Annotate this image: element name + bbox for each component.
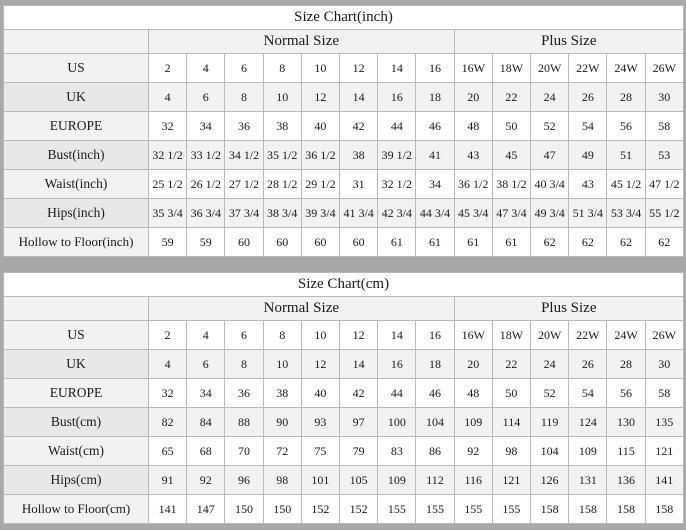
table-cell: 36 bbox=[225, 112, 263, 141]
table-cell: 14 bbox=[340, 83, 378, 112]
table-cell: 109 bbox=[569, 437, 607, 466]
table-cell: 50 bbox=[492, 112, 530, 141]
table-cell: 20W bbox=[531, 54, 569, 83]
table-cell: 18 bbox=[416, 83, 454, 112]
table-cell: 42 3/4 bbox=[378, 199, 416, 228]
table-cell: 6 bbox=[225, 321, 263, 350]
table-cell: 100 bbox=[378, 408, 416, 437]
table-corner-cell bbox=[4, 297, 149, 321]
table-cell: 8 bbox=[263, 321, 301, 350]
table-cell: 124 bbox=[569, 408, 607, 437]
table-cell: 60 bbox=[225, 228, 263, 257]
table-cell: 26 bbox=[569, 83, 607, 112]
table-cell: 28 1/2 bbox=[263, 170, 301, 199]
group-header: Plus Size bbox=[454, 30, 683, 54]
table-cell: 30 bbox=[645, 83, 683, 112]
table-cell: 36 1/2 bbox=[454, 170, 492, 199]
table-cell: 50 bbox=[492, 379, 530, 408]
table-cell: 38 bbox=[263, 112, 301, 141]
table-cell: 24W bbox=[607, 54, 645, 83]
table-cell: 112 bbox=[416, 466, 454, 495]
row-label: UK bbox=[4, 350, 149, 379]
table-cell: 30 bbox=[645, 350, 683, 379]
table-cell: 38 bbox=[263, 379, 301, 408]
table-cell: 43 bbox=[454, 141, 492, 170]
table-cell: 28 bbox=[607, 83, 645, 112]
table-cell: 84 bbox=[187, 408, 225, 437]
table-cell: 18W bbox=[492, 321, 530, 350]
table-cell: 14 bbox=[340, 350, 378, 379]
table-cell: 51 3/4 bbox=[569, 199, 607, 228]
table-cell: 53 bbox=[645, 141, 683, 170]
table-cell: 105 bbox=[340, 466, 378, 495]
table-cell: 32 bbox=[149, 379, 187, 408]
table-cell: 70 bbox=[225, 437, 263, 466]
table-cell: 44 bbox=[378, 112, 416, 141]
table-cell: 47 bbox=[531, 141, 569, 170]
table-cell: 40 bbox=[301, 112, 339, 141]
size-chart-table bbox=[3, 5, 684, 257]
table-cell: 126 bbox=[531, 466, 569, 495]
table-cell: 35 1/2 bbox=[263, 141, 301, 170]
table-cell: 79 bbox=[340, 437, 378, 466]
table-cell: 121 bbox=[492, 466, 530, 495]
table-cell: 45 3/4 bbox=[454, 199, 492, 228]
table-cell: 12 bbox=[340, 321, 378, 350]
table-cell: 141 bbox=[645, 466, 683, 495]
table-cell: 97 bbox=[340, 408, 378, 437]
table-cell: 22 bbox=[492, 83, 530, 112]
table-row bbox=[4, 350, 684, 379]
table-cell: 29 1/2 bbox=[301, 170, 339, 199]
table-row bbox=[4, 495, 684, 524]
table-cell: 92 bbox=[187, 466, 225, 495]
table-cell: 98 bbox=[263, 466, 301, 495]
table-cell: 26W bbox=[645, 54, 683, 83]
table-cell: 20 bbox=[454, 350, 492, 379]
table-cell: 54 bbox=[569, 112, 607, 141]
chart-title: Size Chart(inch) bbox=[4, 6, 684, 30]
table-cell: 62 bbox=[645, 228, 683, 257]
table-cell: 51 bbox=[607, 141, 645, 170]
table-cell: 45 bbox=[492, 141, 530, 170]
table-cell: 109 bbox=[454, 408, 492, 437]
table-cell: 16 bbox=[416, 54, 454, 83]
table-cell: 136 bbox=[607, 466, 645, 495]
table-cell: 16W bbox=[454, 321, 492, 350]
table-cell: 18 bbox=[416, 350, 454, 379]
table-row bbox=[4, 141, 684, 170]
table-cell: 104 bbox=[416, 408, 454, 437]
table-cell: 16 bbox=[378, 83, 416, 112]
table-cell: 88 bbox=[225, 408, 263, 437]
table-cell: 34 bbox=[187, 112, 225, 141]
table-cell: 6 bbox=[187, 350, 225, 379]
table-cell: 60 bbox=[263, 228, 301, 257]
table-cell: 41 3/4 bbox=[340, 199, 378, 228]
table-cell: 61 bbox=[492, 228, 530, 257]
table-cell: 83 bbox=[378, 437, 416, 466]
row-label: Bust(inch) bbox=[4, 141, 149, 170]
table-cell: 24 bbox=[531, 350, 569, 379]
table-cell: 10 bbox=[301, 321, 339, 350]
table-cell: 37 3/4 bbox=[225, 199, 263, 228]
table-row bbox=[4, 408, 684, 437]
table-cell: 6 bbox=[225, 54, 263, 83]
table-cell: 20 bbox=[454, 83, 492, 112]
table-cell: 32 1/2 bbox=[149, 141, 187, 170]
table-cell: 12 bbox=[301, 350, 339, 379]
table-cell: 60 bbox=[340, 228, 378, 257]
row-label: Bust(cm) bbox=[4, 408, 149, 437]
table-row bbox=[4, 437, 684, 466]
table-cell: 4 bbox=[187, 54, 225, 83]
table-cell: 150 bbox=[263, 495, 301, 524]
table-cell: 147 bbox=[187, 495, 225, 524]
table-cell: 44 3/4 bbox=[416, 199, 454, 228]
table-cell: 24 bbox=[531, 83, 569, 112]
table-cell: 25 1/2 bbox=[149, 170, 187, 199]
table-cell: 52 bbox=[531, 112, 569, 141]
row-label: Hollow to Floor(inch) bbox=[4, 228, 149, 257]
table-cell: 92 bbox=[454, 437, 492, 466]
table-cell: 16 bbox=[378, 350, 416, 379]
row-label: Waist(inch) bbox=[4, 170, 149, 199]
chart-title: Size Chart(cm) bbox=[4, 273, 684, 297]
table-cell: 114 bbox=[492, 408, 530, 437]
table-cell: 155 bbox=[492, 495, 530, 524]
table-cell: 8 bbox=[225, 83, 263, 112]
table-cell: 121 bbox=[645, 437, 683, 466]
row-label: UK bbox=[4, 83, 149, 112]
table-cell: 90 bbox=[263, 408, 301, 437]
table-cell: 62 bbox=[569, 228, 607, 257]
table-cell: 59 bbox=[187, 228, 225, 257]
table-cell: 10 bbox=[301, 54, 339, 83]
table-cell: 4 bbox=[149, 83, 187, 112]
table-cell: 24W bbox=[607, 321, 645, 350]
table-cell: 42 bbox=[340, 379, 378, 408]
table-cell: 32 bbox=[149, 112, 187, 141]
table-cell: 72 bbox=[263, 437, 301, 466]
group-header: Normal Size bbox=[149, 30, 455, 54]
table-cell: 22W bbox=[569, 54, 607, 83]
table-cell: 135 bbox=[645, 408, 683, 437]
table-cell: 18W bbox=[492, 54, 530, 83]
table-cell: 2 bbox=[149, 54, 187, 83]
table-row bbox=[4, 199, 684, 228]
table-cell: 40 bbox=[301, 379, 339, 408]
table-row bbox=[4, 379, 684, 408]
table-cell: 26 bbox=[569, 350, 607, 379]
table-cell: 158 bbox=[645, 495, 683, 524]
table-cell: 65 bbox=[149, 437, 187, 466]
table-cell: 116 bbox=[454, 466, 492, 495]
row-label: Hips(inch) bbox=[4, 199, 149, 228]
table-cell: 43 bbox=[569, 170, 607, 199]
table-cell: 44 bbox=[378, 379, 416, 408]
table-cell: 96 bbox=[225, 466, 263, 495]
table-cell: 56 bbox=[607, 112, 645, 141]
row-label: Hollow to Floor(cm) bbox=[4, 495, 149, 524]
table-cell: 56 bbox=[607, 379, 645, 408]
table-corner-cell bbox=[4, 30, 149, 54]
table-cell: 49 bbox=[569, 141, 607, 170]
table-cell: 109 bbox=[378, 466, 416, 495]
table-cell: 16W bbox=[454, 54, 492, 83]
table-cell: 58 bbox=[645, 112, 683, 141]
table-cell: 158 bbox=[569, 495, 607, 524]
table-row bbox=[4, 321, 684, 350]
table-cell: 4 bbox=[149, 350, 187, 379]
table-cell: 4 bbox=[187, 321, 225, 350]
table-cell: 35 3/4 bbox=[149, 199, 187, 228]
table-row bbox=[4, 54, 684, 83]
size-chart-table bbox=[3, 272, 684, 524]
row-label: Hips(cm) bbox=[4, 466, 149, 495]
row-label: Waist(cm) bbox=[4, 437, 149, 466]
table-cell: 38 3/4 bbox=[263, 199, 301, 228]
table-cell: 53 3/4 bbox=[607, 199, 645, 228]
table-cell: 27 1/2 bbox=[225, 170, 263, 199]
table-cell: 6 bbox=[187, 83, 225, 112]
table-cell: 36 3/4 bbox=[187, 199, 225, 228]
table-cell: 10 bbox=[263, 83, 301, 112]
table-cell: 12 bbox=[340, 54, 378, 83]
table-cell: 150 bbox=[225, 495, 263, 524]
table-cell: 86 bbox=[416, 437, 454, 466]
table-cell: 20W bbox=[531, 321, 569, 350]
table-cell: 54 bbox=[569, 379, 607, 408]
table-cell: 62 bbox=[531, 228, 569, 257]
table-cell: 155 bbox=[454, 495, 492, 524]
table-cell: 61 bbox=[378, 228, 416, 257]
table-cell: 28 bbox=[607, 350, 645, 379]
table-cell: 152 bbox=[340, 495, 378, 524]
table-cell: 22W bbox=[569, 321, 607, 350]
table-cell: 14 bbox=[378, 321, 416, 350]
group-header: Plus Size bbox=[454, 297, 683, 321]
table-cell: 130 bbox=[607, 408, 645, 437]
table-cell: 152 bbox=[301, 495, 339, 524]
table-cell: 119 bbox=[531, 408, 569, 437]
table-row bbox=[4, 228, 684, 257]
table-cell: 12 bbox=[301, 83, 339, 112]
table-cell: 34 bbox=[416, 170, 454, 199]
table-cell: 62 bbox=[607, 228, 645, 257]
table-cell: 39 3/4 bbox=[301, 199, 339, 228]
table-cell: 52 bbox=[531, 379, 569, 408]
table-cell: 48 bbox=[454, 379, 492, 408]
table-cell: 38 bbox=[340, 141, 378, 170]
table-cell: 41 bbox=[416, 141, 454, 170]
table-cell: 155 bbox=[378, 495, 416, 524]
table-cell: 60 bbox=[301, 228, 339, 257]
table-cell: 8 bbox=[263, 54, 301, 83]
row-label: EUROPE bbox=[4, 379, 149, 408]
table-cell: 58 bbox=[645, 379, 683, 408]
table-cell: 26 1/2 bbox=[187, 170, 225, 199]
size-chart-cm bbox=[3, 272, 683, 524]
table-cell: 32 1/2 bbox=[378, 170, 416, 199]
table-cell: 115 bbox=[607, 437, 645, 466]
table-cell: 39 1/2 bbox=[378, 141, 416, 170]
table-cell: 40 3/4 bbox=[531, 170, 569, 199]
row-label: US bbox=[4, 54, 149, 83]
table-cell: 49 3/4 bbox=[531, 199, 569, 228]
table-cell: 46 bbox=[416, 379, 454, 408]
table-cell: 155 bbox=[416, 495, 454, 524]
table-cell: 55 1/2 bbox=[645, 199, 683, 228]
size-chart-inch bbox=[3, 5, 683, 257]
table-cell: 14 bbox=[378, 54, 416, 83]
table-cell: 131 bbox=[569, 466, 607, 495]
table-cell: 61 bbox=[454, 228, 492, 257]
table-row bbox=[4, 170, 684, 199]
table-cell: 101 bbox=[301, 466, 339, 495]
group-header: Normal Size bbox=[149, 297, 455, 321]
row-label: EUROPE bbox=[4, 112, 149, 141]
table-cell: 141 bbox=[149, 495, 187, 524]
table-cell: 36 bbox=[225, 379, 263, 408]
table-cell: 93 bbox=[301, 408, 339, 437]
table-cell: 68 bbox=[187, 437, 225, 466]
table-cell: 22 bbox=[492, 350, 530, 379]
table-cell: 75 bbox=[301, 437, 339, 466]
table-cell: 82 bbox=[149, 408, 187, 437]
table-row bbox=[4, 466, 684, 495]
table-cell: 158 bbox=[607, 495, 645, 524]
table-row bbox=[4, 112, 684, 141]
table-cell: 36 1/2 bbox=[301, 141, 339, 170]
table-cell: 47 1/2 bbox=[645, 170, 683, 199]
table-cell: 31 bbox=[340, 170, 378, 199]
table-cell: 42 bbox=[340, 112, 378, 141]
table-cell: 104 bbox=[531, 437, 569, 466]
table-cell: 8 bbox=[225, 350, 263, 379]
table-cell: 48 bbox=[454, 112, 492, 141]
table-cell: 91 bbox=[149, 466, 187, 495]
table-cell: 47 3/4 bbox=[492, 199, 530, 228]
table-cell: 38 1/2 bbox=[492, 170, 530, 199]
row-label: US bbox=[4, 321, 149, 350]
table-cell: 45 1/2 bbox=[607, 170, 645, 199]
table-cell: 2 bbox=[149, 321, 187, 350]
table-row bbox=[4, 83, 684, 112]
table-cell: 34 1/2 bbox=[225, 141, 263, 170]
table-cell: 158 bbox=[531, 495, 569, 524]
table-cell: 61 bbox=[416, 228, 454, 257]
table-cell: 59 bbox=[149, 228, 187, 257]
table-cell: 26W bbox=[645, 321, 683, 350]
table-cell: 16 bbox=[416, 321, 454, 350]
table-cell: 34 bbox=[187, 379, 225, 408]
table-cell: 10 bbox=[263, 350, 301, 379]
table-cell: 33 1/2 bbox=[187, 141, 225, 170]
table-cell: 98 bbox=[492, 437, 530, 466]
table-cell: 46 bbox=[416, 112, 454, 141]
